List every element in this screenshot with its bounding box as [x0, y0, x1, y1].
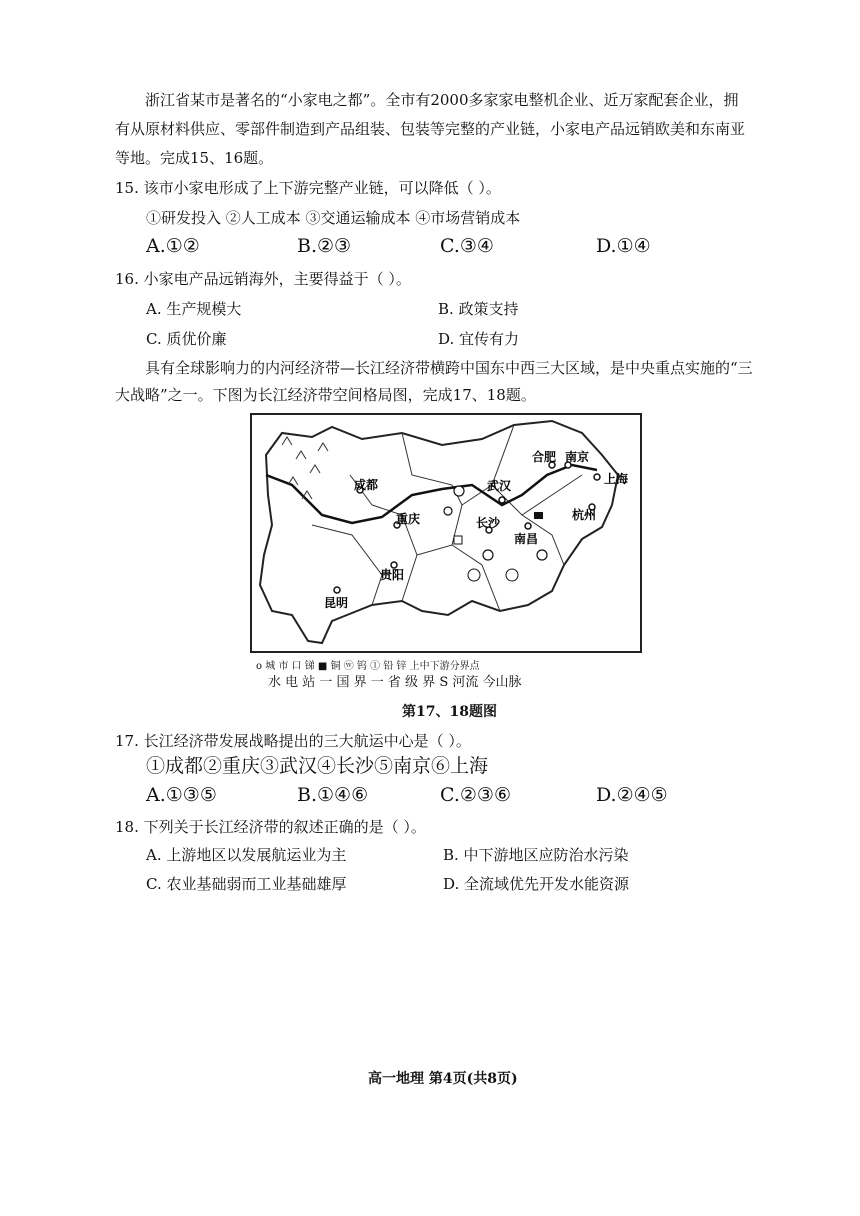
- q17-option-d: D.②④⑤: [596, 784, 668, 806]
- map-city-hangzhou: 杭州: [572, 508, 597, 522]
- q18-option-b: B. 中下游地区应防治水污染: [443, 846, 629, 864]
- antimony-icon: [454, 536, 462, 544]
- q15-option-c: C.③④: [440, 235, 494, 257]
- q15-option-d: D.①④: [596, 235, 651, 257]
- map-caption: 第17、18题图: [402, 704, 497, 720]
- page-footer: 高一地理 第4页(共8页): [368, 1071, 518, 1087]
- map-city-kunming: 昆明: [324, 596, 349, 610]
- passage1-line2: 有从原材料供应、零部件制造到产品组装、包装等完整的产业链，小家电产品远销欧美和东南亚: [115, 120, 746, 138]
- map-city-guiyang: 贵阳: [380, 568, 405, 582]
- map-city-changsha: 长沙: [476, 516, 501, 530]
- map-legend-line2: 水 电 站 一 国 界 一 省 级 界 S 河流 今山脉: [268, 675, 522, 690]
- map-city-wuhan: 武汉: [487, 479, 512, 493]
- q16-option-d: D. 宜传有力: [438, 330, 520, 348]
- q15-option-a: A.①②: [146, 235, 200, 257]
- q16-stem: 16. 小家电产品远销海外，主要得益于（ ）。: [115, 270, 411, 288]
- copper-icon: [534, 512, 543, 519]
- map-city-hefei: 合肥: [532, 450, 557, 464]
- map-figure: [252, 415, 640, 651]
- q17-items: ①成都②重庆③武汉④长沙⑤南京⑥上海: [146, 755, 489, 777]
- tungsten-icon: [506, 569, 518, 581]
- q18-option-d: D. 全流域优先开发水能资源: [443, 875, 630, 893]
- q15-items: ①研发投入 ②人工成本 ③交通运输成本 ④市场营销成本: [146, 209, 521, 227]
- passage2-line2: 大战略”之一。下图为长江经济带空间格局图，完成17、18题。: [115, 386, 536, 404]
- q18-option-c: C. 农业基础弱而工业基础雄厚: [146, 875, 347, 893]
- q17-stem: 17. 长江经济带发展战略提出的三大航运中心是（ ）。: [115, 732, 471, 750]
- map-city-nanchang: 南昌: [514, 532, 539, 546]
- passage1-line3: 等地。完成15、16题。: [115, 149, 274, 167]
- q17-option-c: C.②③⑥: [440, 784, 511, 806]
- map-city-chengdu: 成都: [354, 478, 379, 492]
- q16-option-b: B. 政策支持: [438, 300, 519, 318]
- q16-option-a: A. 生产规模大: [146, 300, 242, 318]
- map-legend-line1: o 城 市 口 锑 ■ 铜 ⓦ 钨 ① 铅 锌 上中下游分界点: [256, 661, 480, 672]
- q18-stem: 18. 下列关于长江经济带的叙述正确的是（ ）。: [115, 818, 426, 836]
- q18-option-a: A. 上游地区以发展航运业为主: [146, 846, 347, 864]
- map-city-nanjing: 南京: [565, 450, 590, 464]
- q15-stem: 15. 该市小家电形成了上下游完整产业链，可以降低（ ）。: [115, 179, 501, 197]
- passage2-line1: 具有全球影响力的内河经济带—长江经济带横跨中国东中西三大区域，是中央重点实施的“三: [145, 359, 753, 377]
- map-city-chongqing: 重庆: [396, 512, 421, 526]
- q17-option-b: B.①④⑥: [297, 784, 369, 806]
- map-city-shanghai: 上海: [604, 472, 629, 486]
- yangtze-economic-belt-map: [250, 413, 642, 653]
- q17-option-a: A.①③⑤: [146, 784, 217, 806]
- passage1-line1: 浙江省某市是著名的“小家电之都”。全市有2000多家家电整机企业、近万家配套企业，拥: [145, 91, 739, 109]
- q15-option-b: B.②③: [297, 235, 352, 257]
- lead-zinc-icon: [468, 569, 480, 581]
- q16-option-c: C. 质优价廉: [146, 330, 227, 348]
